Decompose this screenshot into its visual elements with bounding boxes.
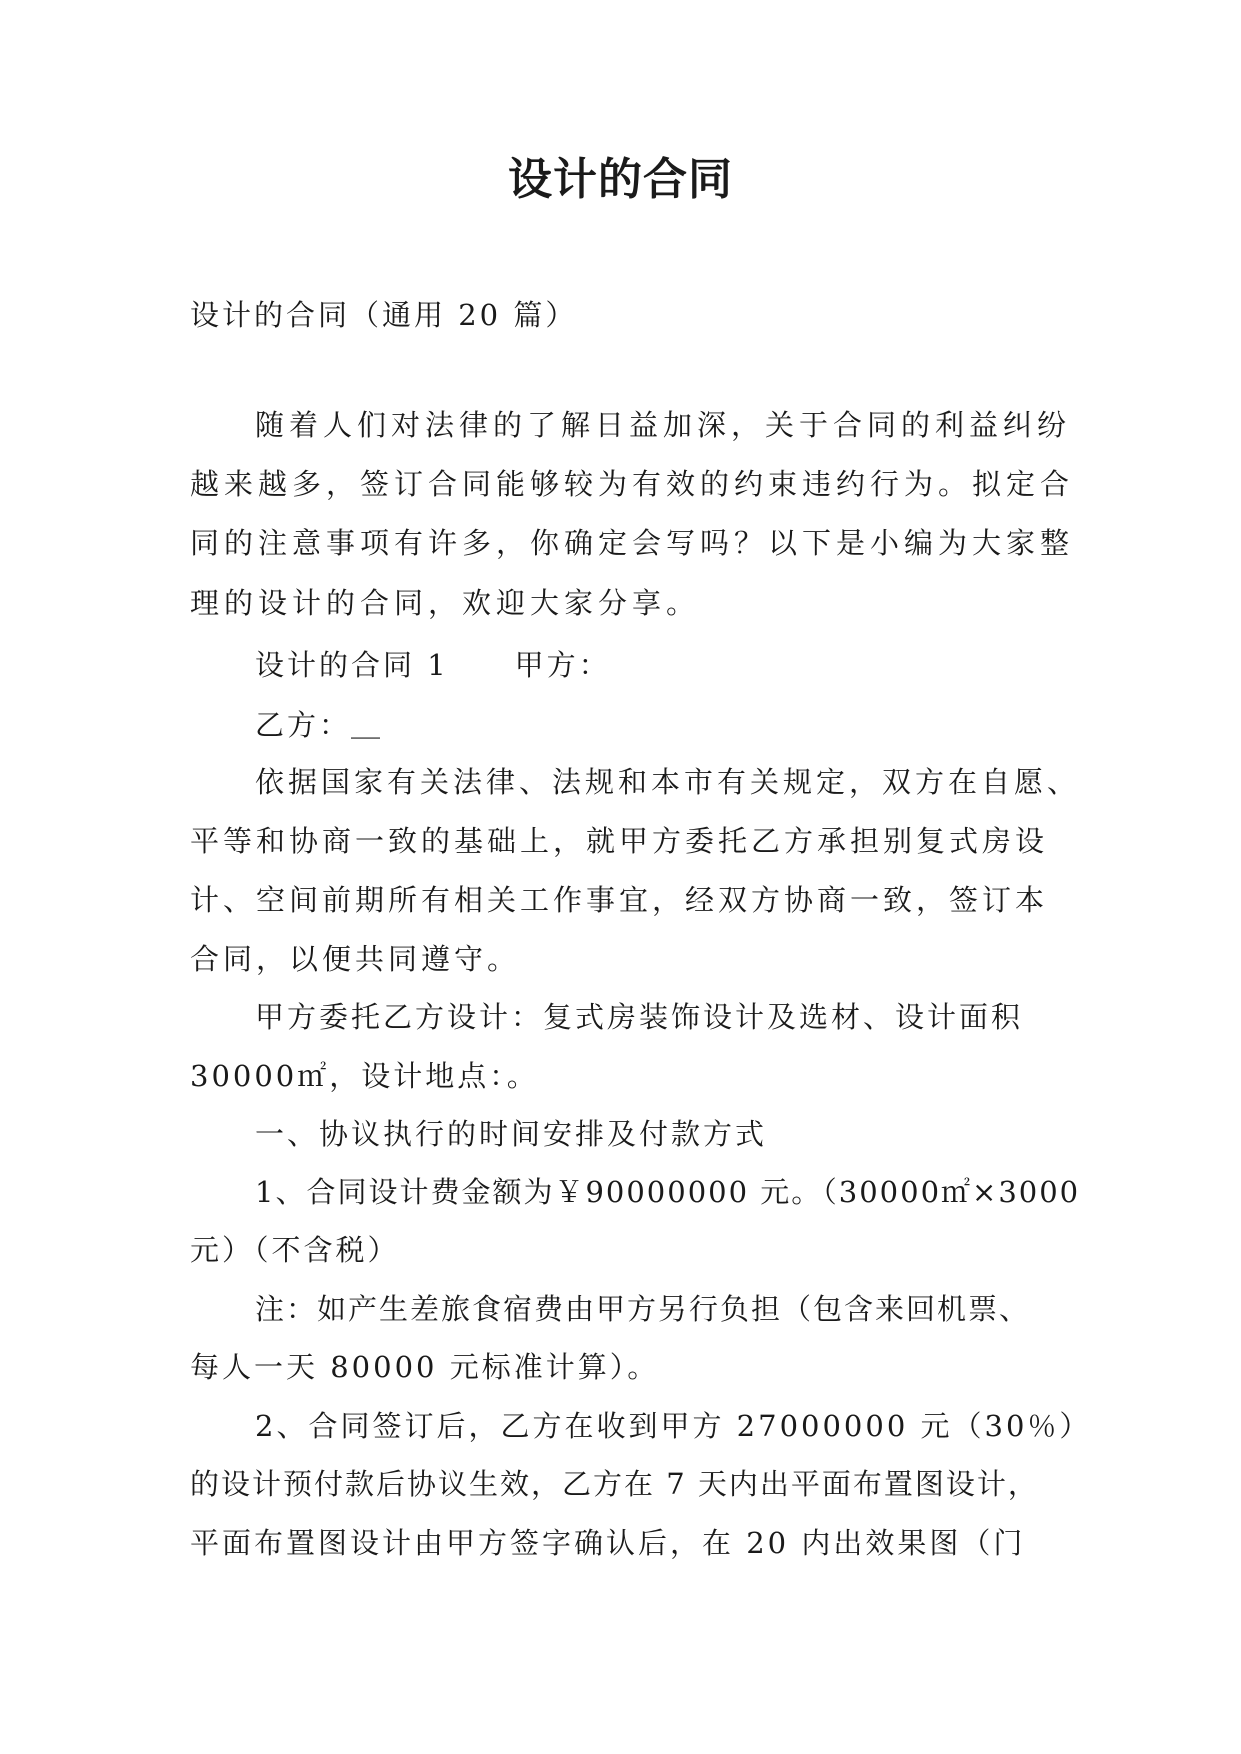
party-b-label: 乙方：＿ bbox=[255, 708, 384, 742]
fee-line: 元）（不含税） bbox=[190, 1233, 400, 1267]
payment-line: 2、合同签订后，乙方在收到甲方 27000000 元（30％） bbox=[255, 1409, 1092, 1443]
payment-line: 平面布置图设计由甲方签字确认后，在 20 内出效果图（门 bbox=[190, 1526, 1026, 1560]
party-a-label: 甲方： bbox=[514, 648, 611, 682]
fee-line: 1、合同设计费金额为￥90000000 元。（30000㎡×3000 bbox=[255, 1175, 1081, 1209]
note-line: 注：如产生差旅食宿费由甲方另行负担（包含来回机票、 bbox=[255, 1292, 1031, 1326]
intro-line: 随着人们对法律的了解日益加深，关于合同的利益纠纷 bbox=[255, 408, 1072, 442]
payment-line: 的设计预付款后协议生效，乙方在 7 天内出平面布置图设计， bbox=[190, 1467, 1039, 1501]
document-subtitle: 设计的合同（通用 20 篇） bbox=[190, 298, 578, 332]
contract-heading: 设计的合同 1 bbox=[255, 648, 449, 682]
contract-heading-row bbox=[255, 645, 611, 685]
intro-line: 同的注意事项有许多，你确定会写吗？以下是小编为大家整 bbox=[190, 526, 1075, 560]
basis-line: 计、空间前期所有相关工作事宜，经双方协商一致，签订本 bbox=[190, 883, 1049, 917]
document-title: 设计的合同 bbox=[508, 154, 733, 205]
design-line: 甲方委托乙方设计：复式房装饰设计及选材、设计面积 bbox=[255, 1000, 1024, 1034]
basis-line: 合同，以便共同遵守。 bbox=[190, 942, 521, 976]
section-heading: 一、协议执行的时间安排及付款方式 bbox=[255, 1117, 768, 1151]
note-line: 每人一天 80000 元标准计算）。 bbox=[190, 1350, 660, 1384]
intro-line: 越来越多，签订合同能够较为有效的约束违约行为。拟定合 bbox=[190, 467, 1075, 501]
design-line: 30000㎡，设计地点：。 bbox=[190, 1059, 539, 1093]
basis-line: 平等和协商一致的基础上，就甲方委托乙方承担别复式房设 bbox=[190, 824, 1049, 858]
basis-line: 依据国家有关法律、法规和本市有关规定，双方在自愿、 bbox=[255, 765, 1081, 799]
intro-line: 理的设计的合同，欢迎大家分享。 bbox=[190, 586, 701, 620]
